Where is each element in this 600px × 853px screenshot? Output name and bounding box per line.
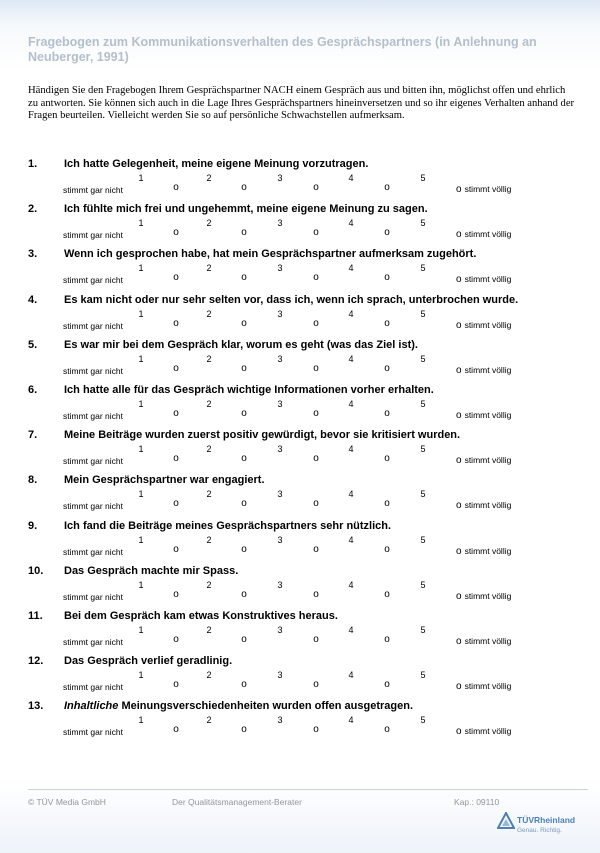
question-text-body: Mein Gesprächspartner war engagiert.: [64, 474, 265, 487]
scale-number-5: 5: [420, 399, 426, 409]
scale-number-1: 1: [138, 715, 144, 726]
question-7: [0, 429, 600, 473]
scale-number-4: 4: [348, 218, 354, 229]
question-text-body: Das Gespräch verlief geradlinig.: [64, 655, 233, 668]
rating-option-3[interactable]: o: [313, 408, 319, 419]
rating-option-2[interactable]: o: [241, 679, 247, 691]
question-4: [0, 294, 600, 338]
question-number: 9.: [28, 519, 38, 532]
scale-number-1: 1: [138, 489, 144, 500]
scale-number-3: 3: [277, 263, 283, 274]
question-text-body: Meinungsverschiedenheiten wurden offen ausgetragen.: [118, 700, 414, 713]
rating-option-4[interactable]: o: [384, 317, 390, 329]
scale-label-right-text: stimmt völlig: [464, 319, 512, 330]
question-text-body: Wenn ich gesprochen habe, hat mein Gesprächspartner aufmerksam zugehört.: [64, 248, 477, 261]
scale-label-right: [456, 500, 511, 511]
question-number: 2.: [28, 203, 38, 216]
question-number: 1.: [28, 158, 38, 170]
rating-option-5[interactable]: o: [456, 229, 462, 241]
scale-number-3: 3: [277, 625, 283, 635]
question-number: 10.: [28, 564, 44, 577]
scale-number-2: 2: [206, 308, 212, 319]
rating-option-4[interactable]: o: [384, 227, 390, 239]
rating-option-1[interactable]: o: [173, 679, 179, 691]
rating-option-1[interactable]: o: [173, 272, 179, 284]
scale-label-left: stimmt gar nicht: [63, 501, 123, 512]
scale-number-4: 4: [348, 670, 354, 681]
rating-option-5[interactable]: o: [456, 455, 462, 467]
rating-option-2[interactable]: o: [241, 182, 247, 193]
scale-number-3: 3: [277, 353, 283, 364]
question-text-body: Das Gespräch machte mir Spass.: [64, 564, 239, 577]
scale-number-1: 1: [138, 625, 144, 635]
question-text-body: Es kam nicht oder nur sehr selten vor, dass ich, wenn ich sprach, unterbrochen wurde.: [64, 293, 519, 306]
question-text-body: Bei dem Gespräch kam etwas Konstruktives heraus.: [64, 610, 338, 622]
rating-option-5[interactable]: o: [456, 500, 462, 512]
scale-number-4: 4: [348, 489, 354, 500]
question-text: [64, 248, 476, 260]
scale-number-1: 1: [138, 670, 144, 681]
scale-label-right-text: stimmt völlig: [464, 455, 512, 466]
rating-option-3[interactable]: o: [313, 227, 319, 239]
scale-label-left: stimmt gar nicht: [63, 275, 123, 286]
scale-number-3: 3: [277, 670, 283, 681]
rating-option-2[interactable]: o: [241, 317, 247, 329]
rating-option-3[interactable]: o: [313, 724, 319, 736]
scale-label-right: [456, 320, 511, 331]
rating-option-5[interactable]: o: [456, 410, 462, 421]
rating-option-3[interactable]: o: [313, 272, 319, 284]
scale-number-1: 1: [138, 534, 144, 545]
rating-option-1[interactable]: o: [173, 588, 179, 600]
scale-number-4: 4: [348, 353, 354, 364]
rating-option-2[interactable]: o: [241, 588, 247, 600]
rating-option-2[interactable]: o: [241, 543, 247, 555]
scale-number-4: 4: [348, 534, 354, 545]
scale-number-4: 4: [348, 625, 354, 635]
scale-number-3: 3: [277, 489, 283, 500]
scale-label-left: stimmt gar nicht: [63, 456, 123, 467]
rating-option-3[interactable]: o: [313, 588, 319, 600]
rating-option-5[interactable]: o: [456, 319, 462, 331]
scale-label-right: [456, 229, 511, 240]
scale-number-3: 3: [277, 399, 283, 409]
rating-option-5[interactable]: o: [456, 726, 462, 738]
scale-number-4: 4: [348, 399, 354, 409]
question-text-body: Ich fand die Beiträge meines Gesprächspartners sehr nützlich.: [64, 519, 392, 532]
scale-label-right: [456, 365, 511, 376]
scale-label-right: [456, 591, 511, 602]
scale-number-3: 3: [277, 444, 283, 455]
scale-number-5: 5: [420, 173, 426, 183]
scale-label-left: stimmt gar nicht: [63, 727, 123, 738]
rating-option-1[interactable]: o: [173, 182, 179, 193]
rating-option-5[interactable]: o: [456, 636, 462, 647]
rating-option-4[interactable]: o: [384, 272, 390, 284]
question-text: [64, 655, 232, 667]
rating-option-5[interactable]: o: [456, 590, 462, 602]
rating-option-2[interactable]: o: [241, 362, 247, 374]
rating-option-4[interactable]: o: [384, 588, 390, 600]
question-text: [64, 339, 418, 351]
scale-number-4: 4: [348, 579, 354, 590]
question-text-emphasis: Inhaltliche: [64, 700, 119, 713]
rating-option-1[interactable]: o: [173, 408, 179, 419]
scale-number-4: 4: [348, 173, 354, 183]
question-text: [64, 520, 391, 532]
question-text-body: Ich hatte alle für das Gespräch wichtige Informationen vorher erhalten.: [64, 384, 434, 396]
question-number: 3.: [28, 248, 38, 261]
rating-option-1[interactable]: o: [173, 227, 179, 239]
question-text-body: Ich hatte Gelegenheit, meine eigene Meinung vorzutragen.: [64, 158, 369, 170]
question-8: [0, 474, 600, 518]
scale-number-5: 5: [420, 579, 426, 590]
scale-number-2: 2: [206, 534, 212, 545]
footer-divider: [28, 789, 588, 790]
scale-label-left: stimmt gar nicht: [63, 411, 123, 421]
question-number: 5.: [28, 338, 38, 351]
scale-number-2: 2: [206, 399, 212, 409]
rating-option-4[interactable]: o: [384, 634, 390, 645]
scale-number-5: 5: [420, 625, 426, 635]
scale-label-right-text: stimmt völlig: [464, 500, 512, 511]
question-text: [64, 474, 265, 486]
scale-label-right-text: stimmt völlig: [464, 410, 512, 420]
scale-number-4: 4: [348, 308, 354, 319]
scale-number-2: 2: [206, 670, 212, 681]
scale-number-3: 3: [277, 308, 283, 319]
rating-option-4[interactable]: o: [384, 724, 390, 736]
rating-option-2[interactable]: o: [241, 453, 247, 465]
rating-option-3[interactable]: o: [313, 543, 319, 555]
tuv-rheinland-logo: [497, 812, 597, 844]
rating-option-3[interactable]: o: [313, 679, 319, 691]
question-text: [64, 429, 460, 441]
rating-option-1[interactable]: o: [173, 362, 179, 374]
footer-chapter: Kap.: 09110: [454, 797, 500, 807]
question-number: 12.: [28, 655, 44, 668]
question-text: [64, 294, 518, 306]
scale-label-right-text: stimmt völlig: [464, 681, 512, 692]
logo-tagline: Genau. Richtig.: [517, 827, 562, 834]
scale-label-right-text: stimmt völlig: [464, 590, 512, 601]
rating-option-1[interactable]: o: [173, 453, 179, 465]
footer-copyright: © TÜV Media GmbH: [28, 797, 106, 807]
scale-label-right-text: stimmt völlig: [464, 184, 512, 194]
question-5: [0, 339, 600, 383]
rating-option-4[interactable]: o: [384, 453, 390, 465]
scale-number-1: 1: [138, 308, 144, 319]
scale-number-4: 4: [348, 715, 354, 726]
scale-number-5: 5: [420, 218, 426, 229]
scale-number-5: 5: [420, 308, 426, 319]
rating-option-3[interactable]: o: [313, 362, 319, 374]
scale-number-2: 2: [206, 263, 212, 274]
question-number: 11.: [28, 610, 43, 622]
question-3: [0, 248, 600, 292]
scale-number-3: 3: [277, 218, 283, 229]
scale-number-2: 2: [206, 579, 212, 590]
rating-option-3[interactable]: o: [313, 317, 319, 329]
logo-name: TÜVRheinland: [517, 815, 576, 825]
scale-number-5: 5: [420, 534, 426, 545]
scale-label-right: [456, 274, 511, 285]
footer-publication: Der Qualitätsmanagement-Berater: [172, 797, 302, 807]
scale-number-1: 1: [138, 399, 144, 409]
question-text-body: Es war mir bei dem Gespräch klar, worum es geht (was das Ziel ist).: [64, 338, 418, 351]
scale-label-left: stimmt gar nicht: [63, 591, 123, 602]
rating-option-3[interactable]: o: [313, 182, 319, 193]
question-text: [64, 384, 434, 396]
scale-number-5: 5: [420, 263, 426, 274]
scale-number-5: 5: [420, 444, 426, 455]
scale-number-1: 1: [138, 173, 144, 183]
question-11: [0, 610, 600, 654]
scale-label-right: [456, 410, 511, 421]
scale-number-3: 3: [277, 715, 283, 726]
question-12: [0, 655, 600, 699]
rating-option-3[interactable]: o: [313, 498, 319, 510]
scale-number-1: 1: [138, 353, 144, 364]
rating-option-5[interactable]: o: [456, 545, 462, 557]
scale-label-right-text: stimmt völlig: [464, 274, 512, 285]
question-13: [0, 700, 600, 744]
scale-number-5: 5: [420, 670, 426, 681]
rating-option-3[interactable]: o: [313, 453, 319, 465]
rating-option-1[interactable]: o: [173, 317, 179, 329]
scale-number-1: 1: [138, 218, 144, 229]
scale-number-1: 1: [138, 579, 144, 590]
rating-option-1[interactable]: o: [173, 634, 179, 645]
scale-label-right-text: stimmt völlig: [464, 545, 512, 556]
scale-label-left: stimmt gar nicht: [63, 365, 123, 376]
scale-number-1: 1: [138, 444, 144, 455]
question-text: [64, 700, 413, 712]
scale-number-3: 3: [277, 579, 283, 590]
question-9: [0, 520, 600, 564]
scale-number-2: 2: [206, 625, 212, 635]
scale-label-right: [456, 636, 511, 647]
rating-option-5[interactable]: o: [456, 184, 462, 195]
question-text-body: Ich fühlte mich frei und ungehemmt, meine eigene Meinung zu sagen.: [64, 203, 428, 216]
rating-option-4[interactable]: o: [384, 182, 390, 193]
rating-option-1[interactable]: o: [173, 498, 179, 510]
scale-label-right: [456, 681, 511, 692]
rating-option-2[interactable]: o: [241, 634, 247, 645]
scale-number-4: 4: [348, 263, 354, 274]
scale-number-3: 3: [277, 534, 283, 545]
scale-label-right: [456, 726, 511, 737]
scale-number-4: 4: [348, 444, 354, 455]
question-1: [0, 158, 600, 202]
scale-number-2: 2: [206, 218, 212, 229]
scale-label-left: stimmt gar nicht: [63, 185, 123, 195]
scale-label-right: [456, 455, 511, 466]
scale-label-right: [456, 546, 511, 557]
rating-option-2[interactable]: o: [241, 498, 247, 510]
question-text: [64, 203, 428, 215]
question-text: [64, 565, 238, 577]
scale-label-left: stimmt gar nicht: [63, 230, 123, 241]
rating-option-2[interactable]: o: [241, 227, 247, 239]
question-number: 4.: [28, 293, 38, 306]
question-text: [64, 158, 368, 170]
scale-label-left: stimmt gar nicht: [63, 546, 123, 557]
scale-label-right-text: stimmt völlig: [464, 726, 512, 737]
question-10: [0, 565, 600, 609]
rating-option-2[interactable]: o: [241, 408, 247, 419]
question-text: [64, 610, 338, 622]
question-number: 6.: [28, 384, 38, 396]
triangle-logo-icon: [497, 812, 515, 830]
rating-option-4[interactable]: o: [384, 408, 390, 419]
rating-option-5[interactable]: o: [456, 364, 462, 376]
question-2: [0, 203, 600, 247]
rating-option-1[interactable]: o: [173, 724, 179, 736]
scale-number-1: 1: [138, 263, 144, 274]
scale-number-5: 5: [420, 715, 426, 726]
rating-option-2[interactable]: o: [241, 272, 247, 284]
rating-option-5[interactable]: o: [456, 681, 462, 693]
scale-number-5: 5: [420, 489, 426, 500]
question-number: 13.: [28, 700, 44, 713]
rating-option-4[interactable]: o: [384, 362, 390, 374]
rating-option-4[interactable]: o: [384, 543, 390, 555]
scale-label-right-text: stimmt völlig: [464, 636, 512, 646]
document-title: Fragebogen zum Kommunikationsverhalten des Gesprächspartners (in Anlehnung an Neuberger, 1991): [28, 35, 537, 64]
question-number: 8.: [28, 474, 38, 487]
scale-label-right-text: stimmt völlig: [464, 229, 512, 240]
rating-option-2[interactable]: o: [241, 724, 247, 736]
question-6: [0, 384, 600, 428]
rating-option-4[interactable]: o: [384, 679, 390, 691]
scale-label-left: stimmt gar nicht: [63, 637, 123, 647]
question-number: 7.: [28, 429, 38, 442]
rating-option-3[interactable]: o: [313, 634, 319, 645]
question-text-body: Meine Beiträge wurden zuerst positiv gewürdigt, bevor sie kritisiert wurden.: [64, 429, 461, 442]
scale-number-3: 3: [277, 173, 283, 183]
rating-option-5[interactable]: o: [456, 274, 462, 286]
scale-number-2: 2: [206, 353, 212, 364]
rating-option-4[interactable]: o: [384, 498, 390, 510]
scale-label-right: [456, 184, 511, 195]
intro-paragraph: Händigen Sie den Fragebogen Ihrem Gesprächspartner NACH einem Gespräch aus und bitten ihn, möglichst offen und ehrlich zu antworten. Sie können sich auch in die Lage Ihres Gesprächspartners hineinversetzen und so ihr eigenes Verhalten anhand der Fragen beurteilen. Vielleicht werden Sie so auf persönliche Schwachstellen aufmerksam.: [28, 85, 575, 122]
scale-number-2: 2: [206, 173, 212, 183]
scale-label-left: stimmt gar nicht: [63, 320, 123, 331]
scale-number-5: 5: [420, 353, 426, 364]
rating-option-1[interactable]: o: [173, 543, 179, 555]
scale-number-2: 2: [206, 444, 212, 455]
scale-label-left: stimmt gar nicht: [63, 682, 123, 693]
scale-label-right-text: stimmt völlig: [464, 364, 512, 375]
scale-number-2: 2: [206, 489, 212, 500]
scale-number-2: 2: [206, 715, 212, 726]
